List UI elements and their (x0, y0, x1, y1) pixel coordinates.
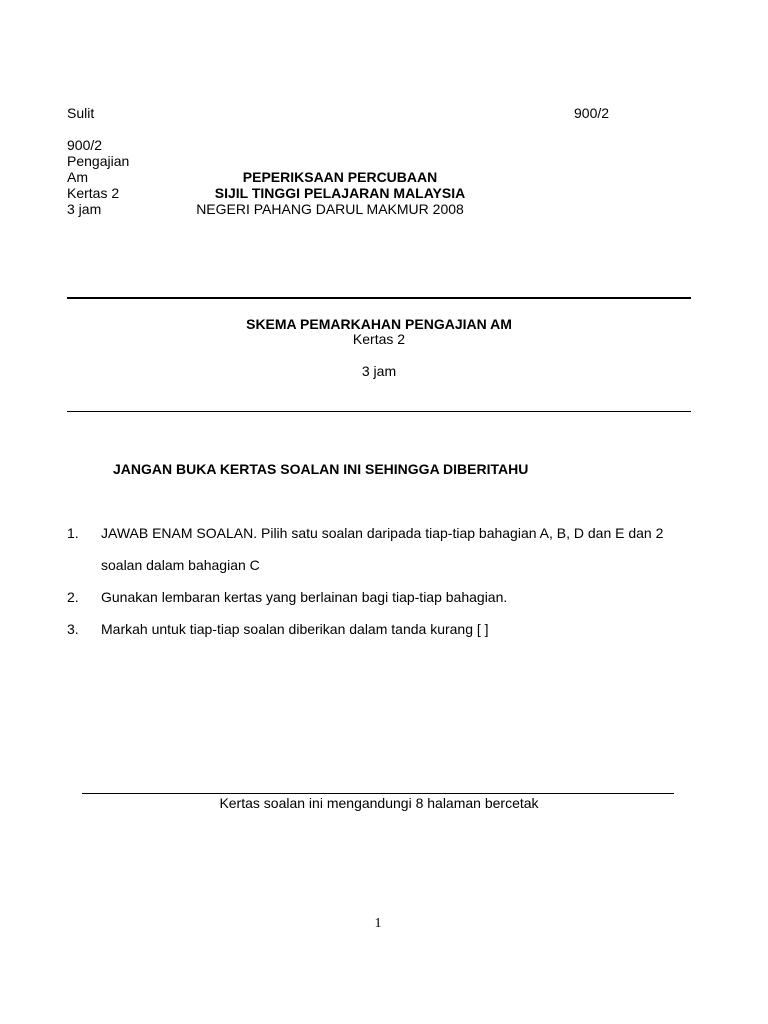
exam-title-line2: SIJIL TINGGI PELAJARAN MALAYSIA (214, 185, 466, 201)
page-number: 1 (374, 916, 382, 931)
instruction-text: JAWAB ENAM SOALAN. Pilih satu soalan daripada tiap-tiap bahagian A, B, D dan E dan 2 (101, 525, 664, 541)
footer-pages-note: Kertas soalan ini mengandungi 8 halaman bercetak (219, 795, 539, 811)
instruction-number: 2. (67, 589, 79, 605)
instruction-text: Gunakan lembaran kertas yang berlainan bagi tiap-tiap bahagian. (101, 589, 508, 605)
scheme-title: SKEMA PEMARKAHAN PENGAJIAN AM (246, 316, 512, 332)
instruction-text: Markah untuk tiap-tiap soalan diberikan dalam tanda kurang [ ] (101, 621, 489, 637)
paper-number: Kertas 2 (67, 185, 120, 201)
middle-divider (67, 411, 691, 412)
exam-title-line3: NEGERI PAHANG DARUL MAKMUR 2008 (196, 201, 464, 217)
paper-duration: 3 jam (67, 201, 102, 217)
header-sulit: Sulit (67, 105, 95, 121)
scheme-paper: Kertas 2 (352, 331, 406, 347)
instruction-number: 3. (67, 621, 79, 637)
instruction-number: 1. (67, 525, 79, 541)
exam-title-line1: PEPERIKSAAN PERCUBAAN (242, 169, 438, 185)
paper-code: 900/2 (67, 137, 103, 153)
header-code: 900/2 (574, 105, 610, 121)
paper-subject-line1: Pengajian (67, 153, 130, 169)
footer-divider (82, 793, 674, 794)
top-divider (67, 297, 691, 299)
warning-text: JANGAN BUKA KERTAS SOALAN INI SEHINGGA DIBERITAHU (113, 461, 529, 477)
paper-subject-line2: Am (67, 169, 88, 185)
instruction-text-continued: soalan dalam bahagian C (101, 557, 260, 573)
scheme-duration: 3 jam (361, 363, 397, 379)
